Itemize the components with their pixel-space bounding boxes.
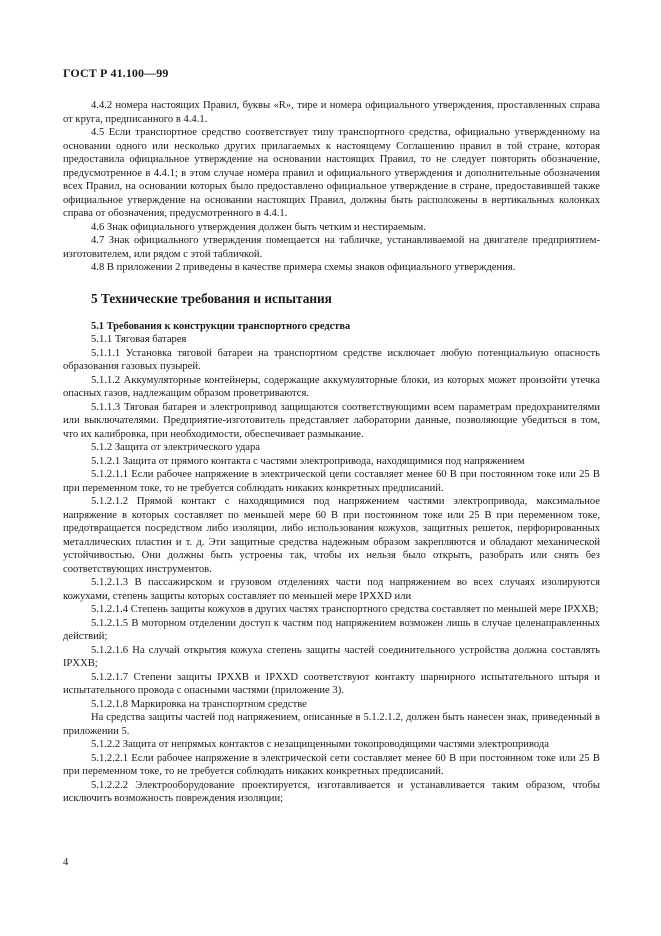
paragraph-4-4-2: 4.4.2 номера настоящих Правил, буквы «R», тире и номера официального утверждения, проставленных справа от круга, предписанного в 4.4.1. (63, 100, 600, 125)
paragraph-5-1-2-2-2: 5.1.2.2.2 Электрооборудование проектируется, изготавливается и устанавливается таким образом, чтобы исключить возможность повреждения изоляции; (63, 779, 600, 804)
paragraph-5-1-2-1-8-text: На средства защиты частей под напряжением, описанные в 5.1.2.1.2, должен быть нанесен знак, приведенный в приложении 5. (63, 712, 600, 737)
paragraph-5-1-2: 5.1.2 Защита от электрического удара (91, 442, 260, 453)
paragraph-5-1-2-1-5: 5.1.2.1.5 В моторном отделении доступ к частям под напряжением возможен лишь в случае целенаправленных действий; (63, 617, 600, 642)
paragraph-5-1-2-1-6: 5.1.2.1.6 На случай открытия кожуха степень защиты частей соединительного устройства должна составлять IPXXB; (63, 644, 600, 669)
paragraph-5-1-1: 5.1.1 Тяговая батарея (91, 334, 187, 345)
paragraph-4-5: 4.5 Если транспортное средство соответствует типу транспортного средства, официально утвержденному на основании одного или несколько других прилагаемых к настоящему Соглашению правил в той стране, которая предоставила официальное утверждение на основании настоящих Правил, то не следует повторять обозначение, предусмотренное в 4.4.1; в этом случае номера правил и официального утверждения и дополнительные обозначения всех Правил, на основании которых было предоставлено официальное утверждение в стране, предоставившей также официальное утверждение на основании настоящих Правил, должны быть расположены в вертикальных колонках справа от обозначения, предусмотренного в 4.4.1. (63, 127, 600, 219)
paragraph-5-1-1-3: 5.1.1.3 Тяговая батарея и электропривод защищаются соответствующими всем параметрам предохранителями или выключателями. Предприятие-изготовитель представляет лаборатории данные, позволяющие убедиться в том, что их калибровка, при необходимости, обеспечивает размыкание. (63, 401, 600, 440)
document-body (63, 99, 600, 806)
paragraph-5-1-2-1-2: 5.1.2.1.2 Прямой контакт с находящимися под напряжением частями электропривода, максимальное напряжение в которых составляет по меньшей мере 60 В при постоянном токе или 25 В при переменном токе, предотвращается посредством либо изоляции, либо использования кожухов, защитных решеток, перфорированных металлических пластин и т. д. Эти защитные средства надежным образом закрепляются и обладают механической устойчивостью. Они должны быть устроены так, чтобы их нельзя было открыть, разобрать или снять без соответствующих инструментов. (63, 496, 600, 575)
paragraph-5-1-2-2: 5.1.2.2 Защита от непрямых контактов с незащищенными токопроводящими частями электропривода (91, 739, 549, 750)
paragraph-5-1-1-1: 5.1.1.1 Установка тяговой батареи на транспортном средстве исключает любую потенциальную опасность образования газовых пузырей. (63, 347, 600, 372)
subsection-5-1-heading: 5.1 Требования к конструкции транспортного средства (91, 320, 351, 332)
paragraph-5-1-1-2: 5.1.1.2 Аккумуляторные контейнеры, содержащие аккумуляторные блоки, из которых может произойти утечка опасных газов, надлежащим образом проветриваются. (63, 374, 600, 399)
paragraph-5-1-2-1-1: 5.1.2.1.1 Если рабочее напряжение в электрической цепи составляет менее 60 В при постоянном токе или 25 В при переменном токе, то не требуется соблюдать никаких конкретных предписаний. (63, 469, 600, 494)
document-header: ГОСТ Р 41.100—99 (63, 66, 169, 80)
paragraph-5-1-2-1-8: 5.1.2.1.8 Маркировка на транспортном средстве (91, 698, 307, 710)
page-number: 4 (63, 857, 69, 868)
paragraph-5-1-2-1: 5.1.2.1 Защита от прямого контакта с частями электропривода, находящимися под напряжением (91, 455, 525, 467)
paragraph-5-1-2-1-3: 5.1.2.1.3 В пассажирском и грузовом отделениях части под напряжением во всех случаях изолируются кожухами, степень защиты которых составляет по меньшей мере IPXXD или (63, 577, 600, 602)
paragraph-5-1-2-2-1: 5.1.2.2.1 Если рабочее напряжение в электрической сети составляет менее 60 В при постоянном токе или 25 В при переменном токе, то не требуется соблюдать никаких конкретных предписаний. (63, 752, 600, 777)
paragraph-5-1-2-1-7: 5.1.2.1.7 Степени защиты IPXXB и IPXXD соответствуют контакту шарнирного испытательного штыря и испытательного провода с опасными частями (приложение 3). (63, 671, 600, 696)
paragraph-5-1-2-1-4: 5.1.2.1.4 Степень защиты кожухов в других частях транспортного средства составляет по меньшей мере IPXXB; (91, 604, 599, 615)
paragraph-4-6: 4.6 Знак официального утверждения должен быть четким и нестираемым. (91, 221, 426, 233)
paragraph-4-8: 4.8 В приложении 2 приведены в качестве примера схемы знаков официального утверждения. (91, 262, 516, 273)
section-5-heading: 5 Технические требования и испытания (91, 290, 332, 306)
paragraph-4-7: 4.7 Знак официального утверждения помещается на табличке, устанавливаемой на двигателе предприятием-изготовителем, или рядом с этой табличкой. (63, 235, 600, 260)
